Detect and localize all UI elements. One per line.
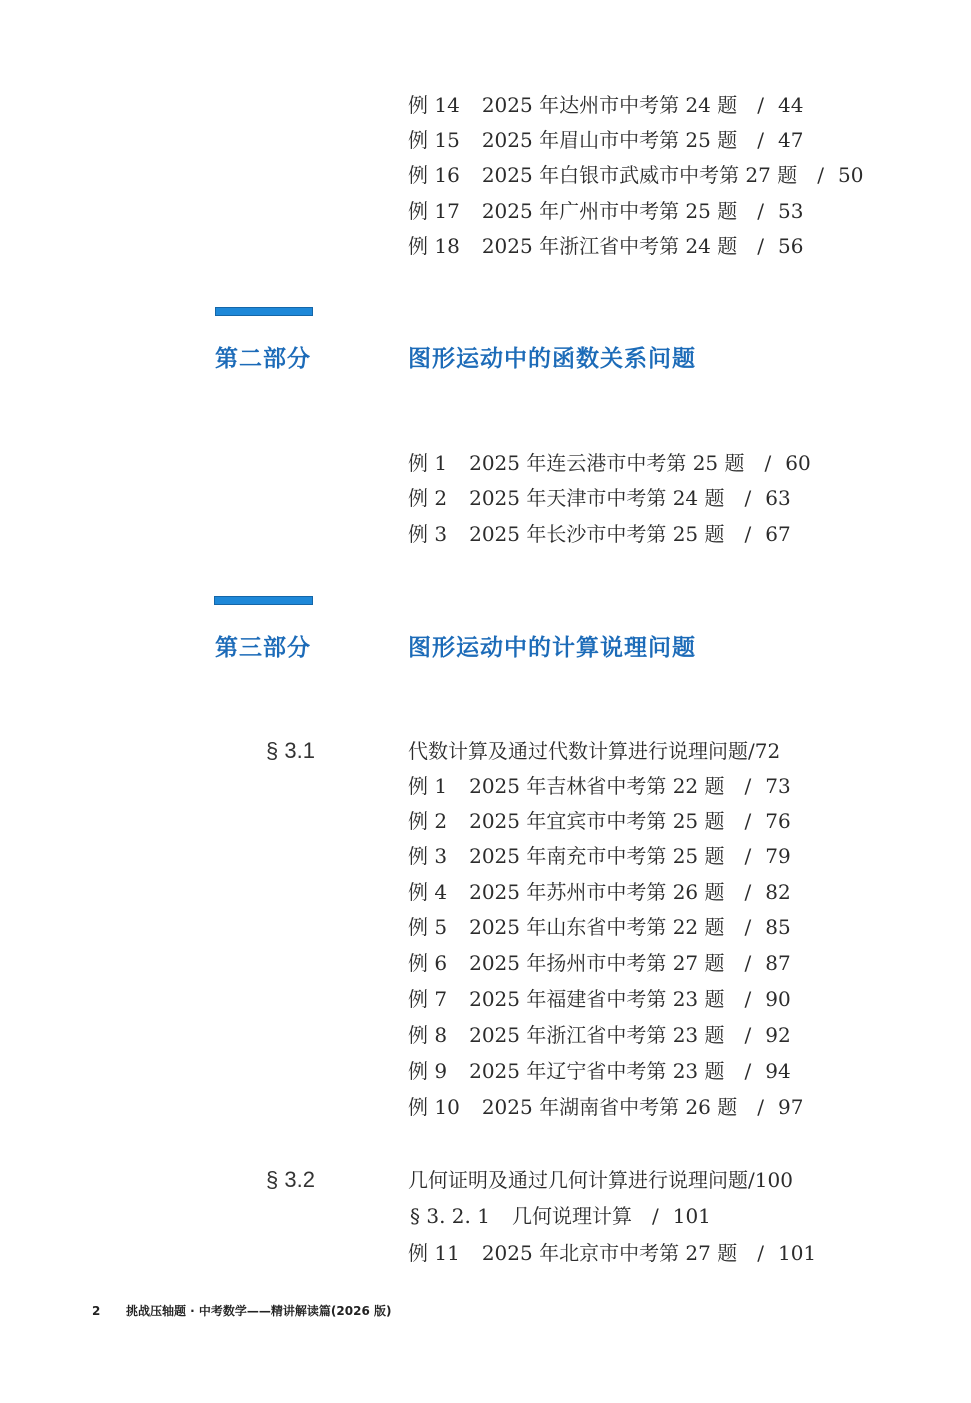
toc-entry[interactable]: 例 17 2025 年广州市中考第 25 题 / 53 <box>408 199 804 223</box>
entry-title: 2025 年浙江省中考第 24 题 <box>481 234 738 258</box>
entry-title: 2025 年宜宾市中考第 25 题 <box>469 809 725 833</box>
example-label: 例 11 <box>408 1241 460 1265</box>
example-label: 例 17 <box>408 199 460 223</box>
example-label: 例 14 <box>408 93 460 117</box>
subsection-title: 几何说理计算 <box>511 1204 632 1228</box>
example-label: 例 10 <box>408 1095 460 1119</box>
example-label: 例 1 <box>408 774 448 798</box>
toc-entry[interactable]: 例 18 2025 年浙江省中考第 24 题 / 56 <box>408 234 804 258</box>
entry-title: 2025 年北京市中考第 27 题 <box>481 1241 738 1265</box>
toc-entry[interactable]: 例 1 2025 年吉林省中考第 22 题 / 73 <box>408 774 791 798</box>
section-title: 代数计算及通过代数计算进行说理问题 <box>408 739 748 763</box>
part-label: 第三部分 <box>215 635 311 661</box>
part-title[interactable]: 图形运动中的函数关系问题 <box>408 346 696 372</box>
part-title[interactable]: 图形运动中的计算说理问题 <box>408 635 696 661</box>
toc-entry[interactable]: 例 9 2025 年辽宁省中考第 23 题 / 94 <box>408 1059 791 1083</box>
toc-entry[interactable]: 例 11 2025 年北京市中考第 27 题 / 101 <box>408 1241 817 1265</box>
entry-title: 2025 年辽宁省中考第 23 题 <box>469 1059 725 1083</box>
page-number: 90 <box>765 987 791 1011</box>
example-label: 例 6 <box>408 951 448 975</box>
entry-title: 2025 年眉山市中考第 25 题 <box>481 128 738 152</box>
entry-title: 2025 年长沙市中考第 25 题 <box>469 522 725 546</box>
part-heading-bar <box>214 596 313 605</box>
part-heading-bar <box>215 307 313 316</box>
toc-entry[interactable]: 例 1 2025 年连云港市中考第 25 题 / 60 <box>408 451 811 475</box>
example-label: 例 16 <box>408 163 460 187</box>
page-number: 44 <box>777 93 804 117</box>
entry-title: 2025 年苏州市中考第 26 题 <box>469 880 725 904</box>
toc-entry[interactable]: 例 8 2025 年浙江省中考第 23 题 / 92 <box>408 1023 791 1047</box>
entry-title: 2025 年吉林省中考第 22 题 <box>469 774 725 798</box>
section-number: § 3.1 <box>266 738 315 763</box>
toc-entry[interactable]: 例 4 2025 年苏州市中考第 26 题 / 82 <box>408 880 791 904</box>
section-number: § 3.2 <box>266 1167 315 1192</box>
page-number: 92 <box>765 1023 791 1047</box>
subsection-entry[interactable]: § 3. 2. 1 几何说理计算 / 101 <box>410 1204 711 1228</box>
page-number: 100 <box>754 1168 793 1192</box>
example-label: 例 2 <box>408 809 448 833</box>
example-label: 例 9 <box>408 1059 448 1083</box>
page-number: 76 <box>765 809 791 833</box>
toc-entry[interactable]: 例 15 2025 年眉山市中考第 25 题 / 47 <box>408 128 804 152</box>
entry-title: 2025 年天津市中考第 24 题 <box>469 486 725 510</box>
toc-entry[interactable]: 例 16 2025 年白银市武威市中考第 27 题 / 50 <box>408 163 864 187</box>
entry-title: 2025 年连云港市中考第 25 题 <box>469 451 745 475</box>
page-number: 72 <box>754 739 781 763</box>
section-title: 几何证明及通过几何计算进行说理问题 <box>408 1168 748 1192</box>
page-number: 82 <box>765 880 791 904</box>
example-label: 例 3 <box>408 844 448 868</box>
example-label: 例 7 <box>408 987 448 1011</box>
section-entry[interactable]: 代数计算及通过代数计算进行说理问题/72 <box>408 739 781 763</box>
example-label: 例 4 <box>408 880 448 904</box>
toc-entry[interactable]: 例 2 2025 年宜宾市中考第 25 题 / 76 <box>408 809 791 833</box>
page-number: 85 <box>765 915 791 939</box>
page-number: 53 <box>777 199 804 223</box>
toc-entry[interactable]: 例 10 2025 年湖南省中考第 26 题 / 97 <box>408 1095 804 1119</box>
subsection-number: § 3. 2. 1 <box>410 1204 490 1228</box>
example-label: 例 18 <box>408 234 460 258</box>
page-footer <box>92 1302 391 1319</box>
footer-book-title: 挑战压轴题 · 中考数学——精讲解读篇(2026 版) <box>126 1304 392 1318</box>
page-number: 63 <box>765 486 791 510</box>
example-label: 例 5 <box>408 915 448 939</box>
page-number: 50 <box>837 163 864 187</box>
entry-title: 2025 年达州市中考第 24 题 <box>481 93 738 117</box>
entry-title: 2025 年湖南省中考第 26 题 <box>481 1095 738 1119</box>
page-number: 79 <box>765 844 791 868</box>
toc-entry[interactable]: 例 3 2025 年南充市中考第 25 题 / 79 <box>408 844 791 868</box>
page-number: 47 <box>777 128 804 152</box>
toc-entry[interactable]: 例 3 2025 年长沙市中考第 25 题 / 67 <box>408 522 791 546</box>
page-number: 60 <box>785 451 811 475</box>
page-number: 97 <box>777 1095 804 1119</box>
entry-title: 2025 年广州市中考第 25 题 <box>481 199 738 223</box>
page-number: 101 <box>672 1204 711 1228</box>
entry-title: 2025 年福建省中考第 23 题 <box>469 987 725 1011</box>
entry-title: 2025 年山东省中考第 22 题 <box>469 915 725 939</box>
example-label: 例 2 <box>408 486 448 510</box>
page-number: 56 <box>777 234 804 258</box>
page-number: 87 <box>765 951 791 975</box>
example-label: 例 1 <box>408 451 448 475</box>
page-number: 73 <box>765 774 791 798</box>
entry-title: 2025 年南充市中考第 25 题 <box>469 844 725 868</box>
example-label: 例 8 <box>408 1023 448 1047</box>
toc-entry[interactable]: 例 6 2025 年扬州市中考第 27 题 / 87 <box>408 951 791 975</box>
footer-page-number: 2 <box>92 1304 101 1318</box>
toc-entry[interactable]: 例 2 2025 年天津市中考第 24 题 / 63 <box>408 486 791 510</box>
entry-title: 2025 年白银市武威市中考第 27 题 <box>481 163 798 187</box>
entry-title: 2025 年浙江省中考第 23 题 <box>469 1023 725 1047</box>
example-label: 例 15 <box>408 128 460 152</box>
page-number: 67 <box>765 522 791 546</box>
part-label: 第二部分 <box>215 346 311 372</box>
toc-entry[interactable]: 例 7 2025 年福建省中考第 23 题 / 90 <box>408 987 791 1011</box>
section-entry[interactable]: 几何证明及通过几何计算进行说理问题/100 <box>408 1168 793 1192</box>
entry-title: 2025 年扬州市中考第 27 题 <box>469 951 725 975</box>
toc-entry[interactable]: 例 14 2025 年达州市中考第 24 题 / 44 <box>408 93 804 117</box>
example-label: 例 3 <box>408 522 448 546</box>
toc-entry[interactable]: 例 5 2025 年山东省中考第 22 题 / 85 <box>408 915 791 939</box>
page-number: 94 <box>765 1059 791 1083</box>
page-number: 101 <box>777 1241 817 1265</box>
